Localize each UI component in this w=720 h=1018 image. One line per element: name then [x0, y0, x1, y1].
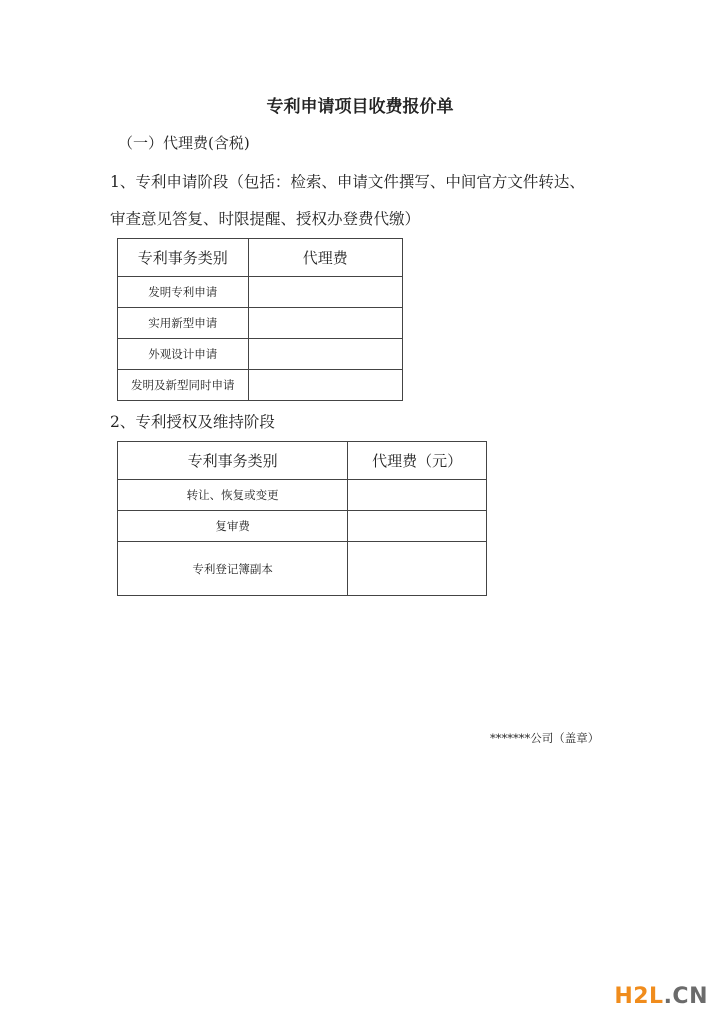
table-header-cell: 专利事务类别	[118, 239, 249, 277]
table-cell	[248, 339, 402, 370]
table-cell: 发明及新型同时申请	[118, 370, 249, 401]
application-fee-table	[117, 238, 403, 401]
table-cell: 复审费	[118, 511, 348, 542]
section-heading-agency-fee: （一）代理费(含税)	[118, 134, 250, 152]
section-heading-authorization-stage: 2、专利授权及维持阶段	[110, 413, 275, 431]
table-row	[118, 308, 403, 339]
table-cell: 转让、恢复或变更	[118, 480, 348, 511]
table-row	[118, 370, 403, 401]
table-header-cell: 专利事务类别	[118, 442, 348, 480]
table-cell	[348, 480, 487, 511]
table-row	[118, 339, 403, 370]
table-cell: 外观设计申请	[118, 339, 249, 370]
watermark-part-h2l: H2L	[614, 984, 664, 1009]
table-cell: 实用新型申请	[118, 308, 249, 339]
table-header-row	[118, 442, 487, 480]
watermark-part-cn: .CN	[663, 984, 708, 1009]
paragraph-application-stage-line-2: 审查意见答复、时限提醒、授权办登费代缴）	[110, 210, 421, 228]
table-cell	[348, 511, 487, 542]
table-row	[118, 480, 487, 511]
company-seal-line: *******公司（盖章）	[490, 731, 600, 745]
table-cell	[248, 277, 402, 308]
site-watermark	[614, 984, 708, 1009]
table-row	[118, 542, 487, 596]
table-row	[118, 277, 403, 308]
table-cell: 专利登记簿副本	[118, 542, 348, 596]
table-header-cell: 代理费	[248, 239, 402, 277]
table-header-row	[118, 239, 403, 277]
table-row	[118, 511, 487, 542]
table-cell	[248, 308, 402, 339]
table-header-cell: 代理费（元）	[348, 442, 487, 480]
paragraph-application-stage-line-1: 1、专利申请阶段（包括：检索、申请文件撰写、中间官方文件转达、	[110, 173, 585, 191]
table-cell	[248, 370, 402, 401]
authorization-fee-table	[117, 441, 487, 596]
table-cell: 发明专利申请	[118, 277, 249, 308]
table-cell	[348, 542, 487, 596]
page-title: 专利申请项目收费报价单	[266, 97, 454, 117]
